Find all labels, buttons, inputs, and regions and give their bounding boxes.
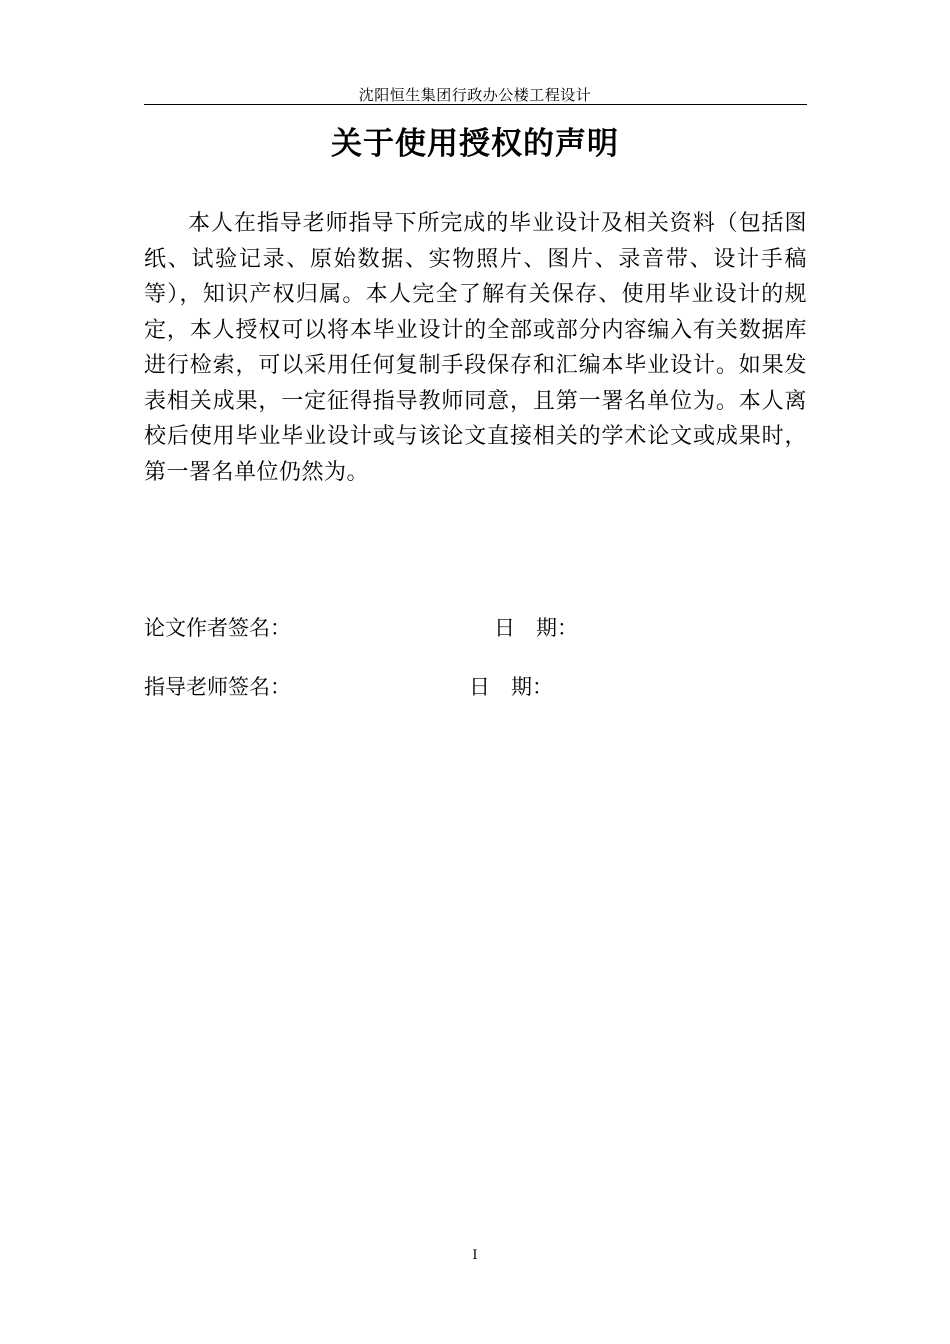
running-header: 沈阳恒生集团行政办公楼工程设计 — [358, 86, 592, 104]
advisor-signature-label: 指导老师签名： — [144, 675, 291, 699]
page-number: I — [472, 1248, 478, 1263]
author-signature-label: 论文作者签名： — [144, 616, 291, 640]
author-date-label: 日 期： — [494, 616, 578, 640]
header-divider — [144, 104, 807, 105]
advisor-date-label: 日 期： — [469, 675, 553, 699]
document-title: 关于使用授权的声明 — [331, 126, 619, 162]
declaration-paragraph: 本人在指导老师指导下所完成的毕业设计及相关资料（包括图纸、试验记录、原始数据、实物照片、图片、录音带、设计手稿等），知识产权归属。本人完全了解有关保存、使用毕业设计的规定，本人授权可以将本毕业设计的全部或部分内容编入有关数据库进行检索，可以采用任何复制手段保存和汇编本毕业设计。如果发表相关成果，一定征得指导教师同意，且第一署名单位为。本人离校后使用毕业毕业设计或与该论文直接相关的学术论文或成果时，第一署名单位仍然为。 — [144, 211, 807, 485]
